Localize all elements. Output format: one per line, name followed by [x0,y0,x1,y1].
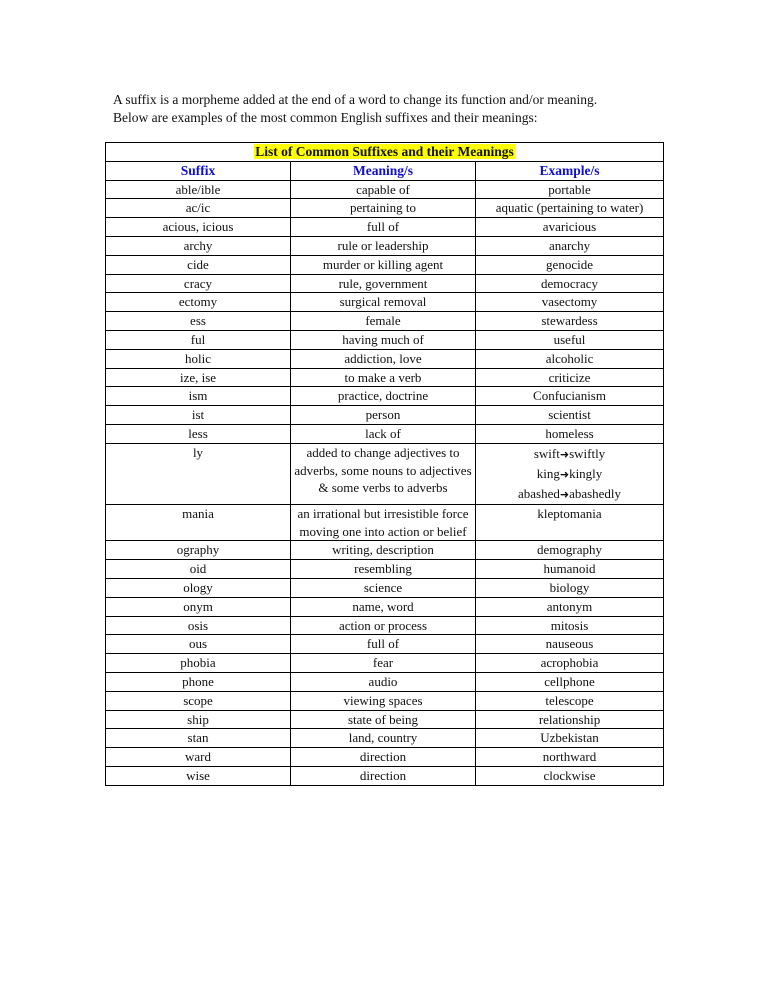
cell-suffix: holic [106,349,291,368]
cell-example: criticize [476,368,664,387]
table-row [106,312,664,331]
cell-example: nauseous [476,635,664,654]
cell-suffix: ize, ise [106,368,291,387]
table-row [106,766,664,785]
cell-suffix: onym [106,597,291,616]
cell-suffix: stan [106,729,291,748]
cell-suffix: less [106,424,291,443]
cell-meaning: full of [291,218,476,237]
table-row [106,672,664,691]
cell-meaning: female [291,312,476,331]
table-row [106,218,664,237]
right-arrow-icon: ➜ [559,467,570,481]
table-row [106,293,664,312]
intro-line-1: A suffix is a morpheme added at the end of a word to change its function and/or meaning. [113,92,598,107]
table-row [106,578,664,597]
cell-example: mitosis [476,616,664,635]
example-from: abashed [517,485,560,501]
example-to: swiftly [569,445,606,461]
cell-example: biology [476,578,664,597]
cell-example [476,443,664,504]
cell-example: portable [476,180,664,199]
cell-suffix: scope [106,691,291,710]
table-row [106,406,664,425]
cell-meaning: practice, doctrine [291,387,476,406]
cell-example: vasectomy [476,293,664,312]
cell-meaning: having much of [291,330,476,349]
cell-suffix: ist [106,406,291,425]
table-body-ly [106,443,664,541]
cell-example: antonym [476,597,664,616]
cell-suffix: mania [106,504,291,541]
cell-example: kleptomania [476,504,664,541]
cell-meaning: state of being [291,710,476,729]
example-line [478,464,661,484]
cell-example: humanoid [476,560,664,579]
cell-example: demography [476,541,664,560]
cell-example: cellphone [476,672,664,691]
table-row [106,654,664,673]
table-header-row [106,161,664,180]
cell-suffix: archy [106,236,291,255]
cell-meaning: name, word [291,597,476,616]
intro-paragraph [113,91,673,127]
cell-suffix: cide [106,255,291,274]
table-row [106,330,664,349]
cell-example: homeless [476,424,664,443]
table-row [106,199,664,218]
cell-meaning: action or process [291,616,476,635]
table-row [106,597,664,616]
cell-meaning: direction [291,766,476,785]
table-body-b [106,541,664,785]
cell-example: clockwise [476,766,664,785]
cell-suffix: ac/ic [106,199,291,218]
cell-example: aquatic (pertaining to water) [476,199,664,218]
cell-meaning: person [291,406,476,425]
cell-example: relationship [476,710,664,729]
cell-example: telescope [476,691,664,710]
cell-meaning: land, country [291,729,476,748]
cell-example: Confucianism [476,387,664,406]
table-row [106,274,664,293]
table-row [106,180,664,199]
cell-suffix: ology [106,578,291,597]
cell-suffix: able/ible [106,180,291,199]
example-to: kingly [569,465,603,481]
cell-suffix: oid [106,560,291,579]
cell-suffix: wise [106,766,291,785]
right-arrow-icon: ➜ [559,487,570,501]
example-from: swift [533,445,560,461]
table-body-a [106,180,664,443]
cell-example: scientist [476,406,664,425]
cell-meaning: surgical removal [291,293,476,312]
header-suffix: Suffix [106,161,291,180]
cell-example: avaricious [476,218,664,237]
header-example: Example/s [476,161,664,180]
table-row [106,710,664,729]
right-arrow-icon: ➜ [559,447,570,461]
cell-suffix: ly [106,443,291,504]
cell-suffix: cracy [106,274,291,293]
cell-suffix: ess [106,312,291,331]
cell-meaning: murder or killing agent [291,255,476,274]
cell-example: alcoholic [476,349,664,368]
table-row [106,368,664,387]
table-row [106,349,664,368]
cell-meaning: writing, description [291,541,476,560]
cell-meaning: science [291,578,476,597]
cell-meaning: rule, government [291,274,476,293]
cell-example: useful [476,330,664,349]
table-row [106,255,664,274]
cell-example: genocide [476,255,664,274]
cell-meaning: an irrational but irresistible force moving one into action or belief [291,504,476,541]
table-title [106,143,664,162]
cell-suffix: phobia [106,654,291,673]
intro-line-2: Below are examples of the most common English suffixes and their meanings: [113,110,538,125]
cell-meaning: capable of [291,180,476,199]
cell-meaning: resembling [291,560,476,579]
cell-meaning: rule or leadership [291,236,476,255]
cell-example: Uzbekistan [476,729,664,748]
cell-suffix: ography [106,541,291,560]
header-meaning: Meaning/s [291,161,476,180]
example-line [478,484,661,504]
table-row [106,729,664,748]
cell-suffix: ous [106,635,291,654]
cell-suffix: ful [106,330,291,349]
cell-meaning: full of [291,635,476,654]
cell-meaning: audio [291,672,476,691]
table-title-row [106,143,664,162]
table-row-ly [106,443,664,504]
cell-example: acrophobia [476,654,664,673]
cell-suffix: ectomy [106,293,291,312]
table-row [106,560,664,579]
cell-meaning: fear [291,654,476,673]
table-row [106,691,664,710]
cell-meaning: viewing spaces [291,691,476,710]
suffix-table [105,142,664,786]
table-row [106,387,664,406]
cell-suffix: ward [106,748,291,767]
table-row [106,236,664,255]
cell-suffix: ship [106,710,291,729]
table-row-mania [106,504,664,541]
cell-suffix: acious, icious [106,218,291,237]
table-row [106,748,664,767]
example-line [478,444,661,464]
cell-meaning: direction [291,748,476,767]
cell-suffix: phone [106,672,291,691]
table-row [106,424,664,443]
cell-meaning: pertaining to [291,199,476,218]
cell-example: anarchy [476,236,664,255]
cell-meaning: added to change adjectives to adverbs, some nouns to adjectives & some verbs to adverbs [291,443,476,504]
cell-meaning: to make a verb [291,368,476,387]
table-row [106,616,664,635]
cell-meaning: lack of [291,424,476,443]
table-row [106,541,664,560]
cell-example: stewardess [476,312,664,331]
example-from: king [536,465,560,481]
cell-example: democracy [476,274,664,293]
table-row [106,635,664,654]
cell-suffix: ism [106,387,291,406]
table-title-text: List of Common Suffixes and their Meanings [255,144,514,159]
cell-example: northward [476,748,664,767]
example-to: abashedly [569,485,622,501]
cell-meaning: addiction, love [291,349,476,368]
cell-suffix: osis [106,616,291,635]
